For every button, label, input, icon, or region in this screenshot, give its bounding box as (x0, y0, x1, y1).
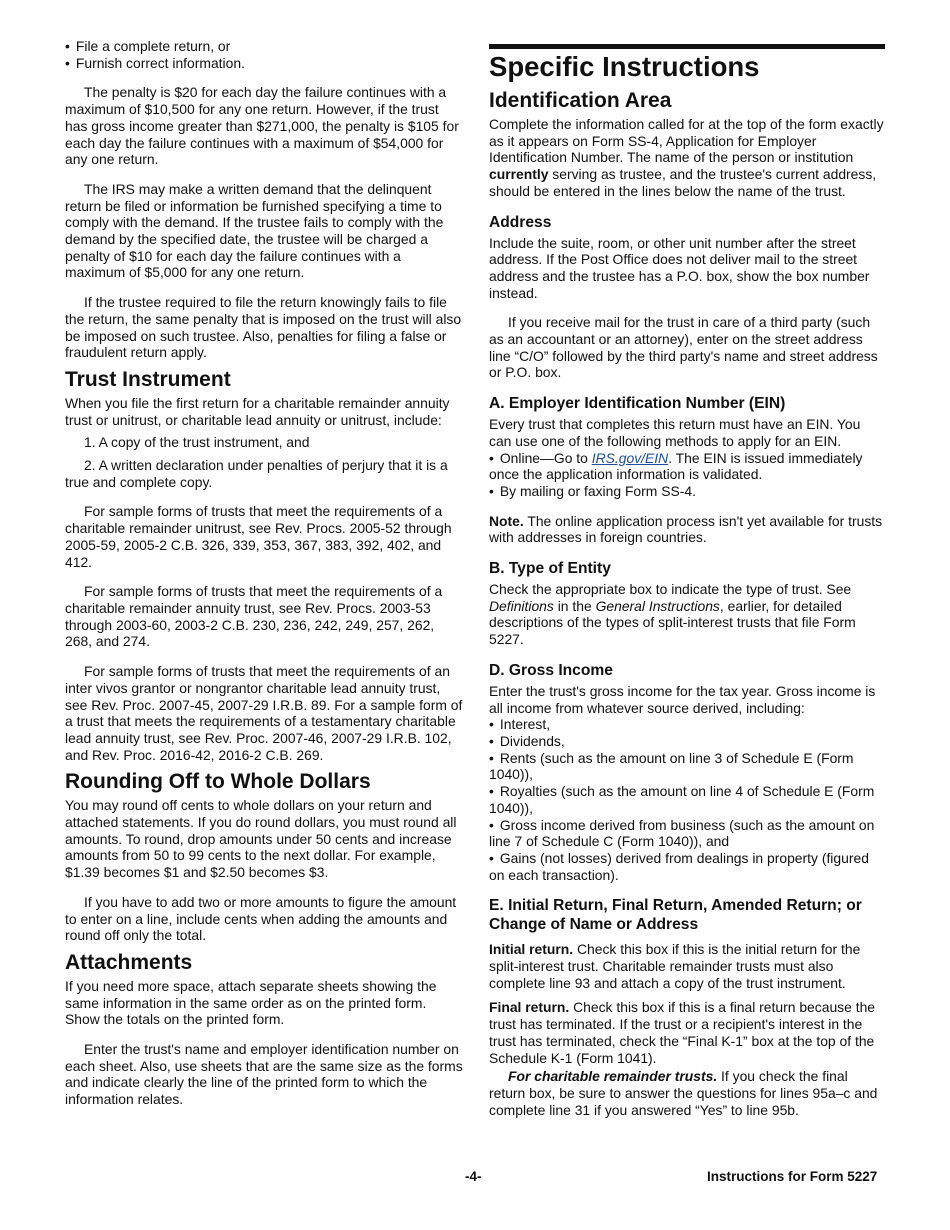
bullet-icon: • (489, 816, 494, 833)
gross-income-list (489, 716, 885, 883)
ein-heading: A. Employer Identification Number (EIN) (489, 395, 786, 413)
annuity-trust-paragraph: For sample forms of trusts that meet the requirements of a charitable remainder annuity trust, see Rev. Procs. 2003-53 through 2003-60, 2003-2 C.B. 230, 236, 242, 249, 257, 262, 268, and 274. (65, 583, 443, 650)
rounding-paragraph-2: If you have to add two or more amounts to figure the amount to enter on a line, include cents when adding the amounts and round off only the total. (65, 893, 457, 944)
inter-vivos-paragraph: For sample forms of trusts that meet the requirements of an inter vivos grantor or nongrantor charitable lead annuity trust, see Rev. Proc. 2007-45, 2007-29 I.R.B. 89. For a sample form of a trust that meets the requirements of a testamentary charitable lead annuity trust, see Rev. Proc. 2007-46, 2007-29 I.R.B. 102, and Rev. Proc. 2016-42, 2016-2 C.B. 269. (65, 663, 463, 763)
trust-intro-paragraph: When you file the first return for a charitable remainder annuity trust or unitrust, or charitable lead annuity or unitrust, include: (65, 394, 450, 428)
address-heading: Address (489, 213, 552, 231)
attachments-paragraph-2: Enter the trust's name and employer identification number on each sheet. Also, use sheets that are the same size as the forms and indicate clearly the line of the printed form to which the information relates. (65, 1041, 463, 1108)
type-of-entity-heading: B. Type of Entity (489, 560, 611, 578)
list-item: • Gains (not losses) derived from dealings in property (figured on each transaction). (489, 849, 869, 883)
attachments-heading: Attachments (65, 950, 193, 974)
charitable-remainder-paragraph: For charitable remainder trusts. If you check the final return box, be sure to answer the questions for lines 95a–c and complete line 31 if you answered “Yes” to line 95b. (489, 1068, 878, 1118)
list-item: • Online—Go to IRS.gov/EIN. The EIN is issued immediately once the application information is validated. (489, 449, 863, 483)
list-item: • By mailing or faxing Form SS-4. (489, 482, 696, 499)
top-bullet-list (65, 38, 463, 71)
bullet-icon: • (489, 716, 494, 733)
section-rule (489, 44, 885, 49)
penalty-paragraph: The penalty is $20 for each day the failure continues with a maximum of $10,500 for any one return. However, if the trust has gross income greater than $271,000, the penalty is $105 for each day the failure continues with a maximum of $54,000 for any one return. (65, 84, 459, 168)
list-item: • Dividends, (489, 732, 565, 749)
bullet-icon: • (489, 849, 494, 866)
address-paragraph-1: Include the suite, room, or other unit number after the street address. If the Post Office does not deliver mail to the street address and the trustee has a P.O. box, show the box number instead. (489, 234, 870, 301)
irs-ein-link[interactable]: IRS.gov/EIN (591, 449, 669, 466)
initial-return-paragraph: Initial return. Check this box if this is the initial return for the split-interest trust. Charitable remainder trusts must also complete line 93 and attach a copy of the trust instrument. (489, 941, 861, 991)
knowingly-paragraph: If the trustee required to file the return knowingly fails to file the return, the same penalty that is imposed on the trust will also be imposed on such trustee. Also, penalties for filing a false or fraudulent return apply. (65, 294, 462, 361)
initial-final-return-heading: E. Initial Return, Final Return, Amended Return; or Change of Name or Address (489, 897, 862, 934)
right-column (489, 38, 885, 1118)
rounding-paragraph-1: You may round off cents to whole dollars on your return and attached statements. If you do round dollars, you must round all amounts. To round, drop amounts under 50 cents and increase amounts from 50 to 99 cents to the next dollar. For example, $1.39 becomes $1 and $2.50 becomes $3. (65, 797, 457, 881)
gross-income-heading: D. Gross Income (489, 661, 613, 679)
bullet-icon: • (65, 38, 70, 54)
bullet-icon: • (489, 783, 494, 800)
trust-instrument-heading: Trust Instrument (65, 367, 231, 391)
numbered-item-2: 2. A written declaration under penalties of perjury that it is a true and complete copy. (65, 457, 448, 490)
list-item: • File a complete return, or (65, 38, 231, 54)
list-item: • Furnish correct information. (65, 54, 245, 71)
entity-paragraph: Check the appropriate box to indicate the type of trust. See Definitions in the General Instructions, earlier, for detailed descriptions of the types of split-interest trusts that file Form 5227. (489, 581, 856, 648)
ein-paragraph: Every trust that completes this return must have an EIN. You can use one of the following methods to apply for an EIN. (489, 416, 861, 449)
address-paragraph-2: If you receive mail for the trust in care of a third party (such as an accountant or an attorney), enter on the street address line “C/O” followed by the third party's name and street address or P.O. box. (489, 314, 878, 381)
list-item: • Rents (such as the amount on line 3 of Schedule E (Form 1040)), (489, 749, 854, 783)
gross-income-paragraph: Enter the trust's gross income for the tax year. Gross income is all income from whatever source derived, including: (489, 682, 876, 716)
bullet-icon: • (489, 482, 494, 499)
list-item: • Royalties (such as the amount on line 4 of Schedule E (Form 1040)), (489, 783, 875, 816)
bullet-icon: • (489, 749, 494, 766)
bullet-icon: • (65, 54, 70, 71)
numbered-item-1: 1. A copy of the trust instrument, and (84, 434, 310, 451)
final-return-paragraph: Final return. Check this box if this is a final return because the trust has terminated. If the trust or a recipient's interest in the trust has terminated, check the “Final K-1” box at the top of the Schedule K-1 (Form 1041). (489, 999, 876, 1066)
page-number: -4- (465, 1169, 482, 1184)
footer-title: Instructions for Form 5227 (707, 1169, 878, 1184)
left-column (65, 38, 463, 1108)
list-item: • Interest, (489, 716, 551, 733)
unitrust-paragraph: For sample forms of trusts that meet the requirements of a charitable remainder unitrust, see Rev. Procs. 2005-52 through 2005-59, 2005-2 C.B. 326, 339, 353, 367, 383, 392, 402, and 412. (65, 503, 452, 570)
identification-area-heading: Identification Area (489, 89, 672, 112)
attachments-paragraph-1: If you need more space, attach separate sheets showing the same information in the same order as on the printed form. Show the totals on the printed form. (65, 977, 437, 1028)
note-paragraph: Note. The online application process isn't yet available for trusts with addresses in foreign countries. (489, 512, 883, 546)
demand-paragraph: The IRS may make a written demand that the delinquent return be filed or information be furnished specifying a time to comply with the demand. If the trustee fails to comply with the demand by the specified date, the trustee will be charged a penalty of $10 for each day the failure continues with a maximum of $5,000 for any one return. (65, 180, 444, 281)
list-item: • Gross income derived from business (such as the amount on line 7 of Schedule C (Form 1040)), and (489, 816, 875, 850)
bullet-icon: • (489, 732, 494, 749)
rounding-heading: Rounding Off to Whole Dollars (65, 770, 371, 794)
specific-instructions-heading: Specific Instructions (489, 51, 760, 82)
identification-paragraph: Complete the information called for at the top of the form exactly as it appears on Form SS-4, Application for Employer Identification Number. The name of the person or institution currently serving as trustee, and the trustee's current address, should be entered in the lines below the name of the trust. (489, 116, 884, 199)
bullet-icon: • (489, 449, 494, 466)
